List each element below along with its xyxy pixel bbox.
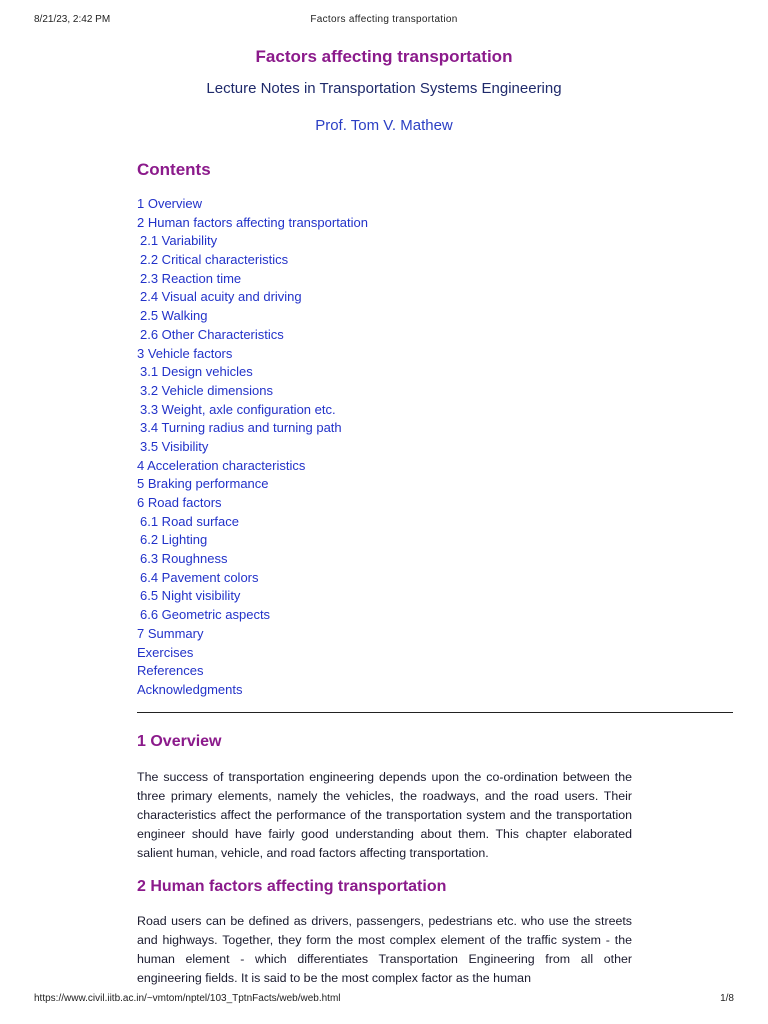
toc-link[interactable]: 4 Acceleration characteristics [137, 457, 306, 473]
contents-heading: Contents [137, 160, 211, 179]
print-footer [34, 993, 734, 1007]
section-heading-human-factors: 2 Human factors affecting transportation [137, 878, 447, 895]
page-title: Factors affecting transportation [255, 47, 513, 66]
toc-link[interactable]: 6 Road factors [137, 495, 222, 510]
print-title: Factors affecting transportation [310, 14, 458, 25]
page-number: 1/8 [720, 993, 734, 1004]
toc-link[interactable]: 2.1 Variability [140, 233, 218, 249]
toc-link[interactable]: 6.4 Pavement colors [140, 569, 259, 585]
toc-link[interactable]: 2.4 Visual acuity and driving [140, 289, 302, 305]
toc-link[interactable]: 7 Summary [137, 625, 204, 641]
toc-link[interactable]: 2.3 Reaction time [140, 270, 242, 286]
author-link[interactable]: Prof. Tom V. Mathew [315, 117, 453, 134]
print-header [34, 14, 734, 28]
human-factors-paragraph: Road users can be defined as drivers, passengers, pedestrians etc. who use the streets and highways. Together, they form the most complex element of the traffic system - the human element - which differentiates Transportation Engineering from all other engineering fields. It is said to be the most complex factor as the human [137, 914, 632, 985]
toc-link[interactable]: 6.3 Roughness [140, 551, 228, 567]
overview-paragraph: The success of transportation engineering depends upon the co-ordination between the three primary elements, namely the vehicles, the roadways, and the road users. Their characteristics affect the performance of the transportation system and the transportation engineer should have fairly good understanding about them. This chapter elaborated salient human, vehicle, and road factors affecting transportation. [137, 770, 632, 860]
toc-link[interactable]: 3 Vehicle factors [137, 345, 233, 361]
toc-link[interactable]: 3.3 Weight, axle configuration etc. [140, 401, 336, 417]
toc-link[interactable]: 2.5 Walking [140, 308, 208, 324]
toc-link[interactable]: 3.5 Visibility [140, 438, 209, 454]
toc-link[interactable]: Exercises [137, 644, 194, 660]
toc-link[interactable]: 6.5 Night visibility [140, 588, 241, 604]
toc-link[interactable]: 2.2 Critical characteristics [140, 252, 289, 268]
toc-link[interactable]: Acknowledgments [137, 681, 243, 697]
print-url: https://www.civil.iitb.ac.in/~vmtom/nptel/103_TptnFacts/web/web.html [34, 993, 341, 1004]
toc-link[interactable]: 3.4 Turning radius and turning path [140, 420, 342, 436]
print-date: 8/21/23, 2:42 PM [34, 14, 111, 25]
toc-link[interactable]: 1 Overview [137, 196, 203, 211]
toc-link[interactable]: 3.1 Design vehicles [140, 364, 253, 380]
page-subtitle: Lecture Notes in Transportation Systems Engineering [206, 80, 562, 97]
toc-link[interactable]: 6.1 Road surface [140, 513, 240, 529]
toc-link[interactable]: 6.6 Geometric aspects [140, 607, 271, 623]
horizontal-rule [137, 712, 733, 713]
toc-link[interactable]: 2.6 Other Characteristics [140, 326, 284, 342]
section-heading-overview: 1 Overview [137, 733, 222, 750]
toc-link[interactable]: References [137, 663, 204, 679]
toc-link[interactable]: 5 Braking performance [137, 476, 269, 492]
table-of-contents [137, 195, 657, 700]
toc-link[interactable]: 3.2 Vehicle dimensions [140, 382, 273, 398]
toc-link[interactable]: 6.2 Lighting [140, 532, 208, 548]
toc-link[interactable]: 2 Human factors affecting transportation [137, 214, 368, 230]
